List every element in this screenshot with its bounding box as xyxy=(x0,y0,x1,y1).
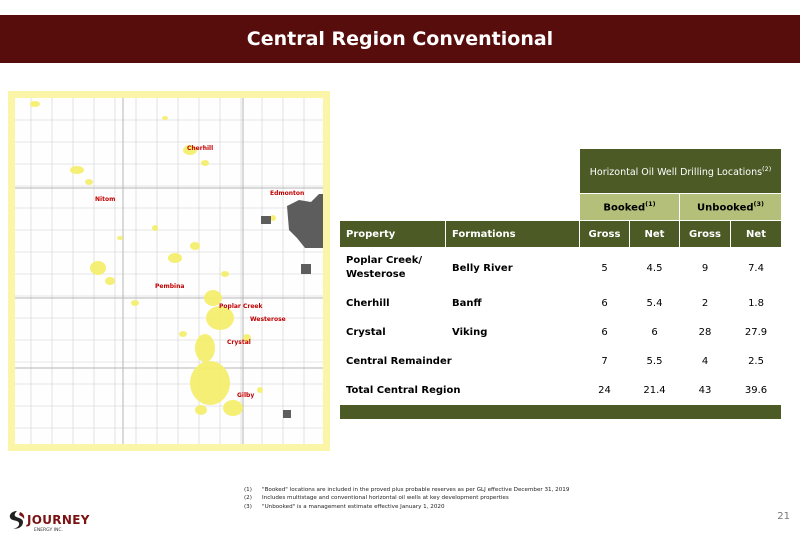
table-row xyxy=(340,289,782,318)
cell-unbooked-net: 1.8 xyxy=(731,289,782,318)
table-row xyxy=(340,248,782,289)
cell-unbooked-gross: 9 xyxy=(680,248,731,289)
urban-areas xyxy=(261,194,323,418)
slide-title-bar xyxy=(0,15,800,63)
table-group-header-row xyxy=(340,149,782,194)
logo-subtitle: ENERGY INC. xyxy=(34,528,63,533)
cell-booked-gross: 7 xyxy=(580,347,630,376)
cell-booked-net: 4.5 xyxy=(630,248,680,289)
cell-unbooked-gross: 43 xyxy=(680,376,731,405)
cell-booked-net: 21.4 xyxy=(630,376,680,405)
table-footer-band xyxy=(340,405,782,420)
table-booked-row xyxy=(340,194,782,221)
cell-unbooked-net: 39.6 xyxy=(731,376,782,405)
cell-unbooked-net: 2.5 xyxy=(731,347,782,376)
map-frame xyxy=(8,91,330,451)
major-grid xyxy=(15,98,323,444)
col-header-booked-gross: Gross xyxy=(580,221,630,248)
footnote: (2) Includes multistage and conventional horizontal oil wells at key development properties xyxy=(244,495,509,502)
unbooked-header: Unbooked$^{(3)}$ xyxy=(680,194,782,221)
town-label-cherhill: Cherhill xyxy=(187,145,214,152)
cell-unbooked-net: 27.9 xyxy=(731,318,782,347)
cell-property: Crystal xyxy=(340,318,446,347)
company-logo xyxy=(7,510,90,533)
town-label-crystal: Crystal xyxy=(227,339,251,346)
town-label-poplar-creek: Poplar Creek xyxy=(219,303,263,310)
cell-formation: Belly River xyxy=(446,248,580,289)
town-label-nitom: Nitom xyxy=(95,196,116,203)
logo-wordmark: JOURNEY xyxy=(27,513,90,527)
cell-unbooked-gross: 4 xyxy=(680,347,731,376)
page-number: 21 xyxy=(777,511,790,522)
footnotes xyxy=(244,486,569,511)
group-header-footnote: (2) xyxy=(762,164,772,173)
table-row xyxy=(340,347,782,376)
table-total-row xyxy=(340,376,782,405)
col-header-formations: Formations xyxy=(446,221,580,248)
township-grid xyxy=(15,98,323,444)
cell-formation: Banff xyxy=(446,289,580,318)
town-label-pembina: Pembina xyxy=(155,283,185,290)
cell-unbooked-gross: 28 xyxy=(680,318,731,347)
cell-booked-gross: 24 xyxy=(580,376,630,405)
cell-formation: Viking xyxy=(446,318,580,347)
slide-title: Central Region Conventional xyxy=(246,28,554,50)
col-header-property: Property xyxy=(340,221,446,248)
cell-booked-net: 5.4 xyxy=(630,289,680,318)
drilling-locations-table xyxy=(339,148,782,420)
cell-booked-gross: 6 xyxy=(580,318,630,347)
well-clusters xyxy=(30,101,276,416)
cell-property: Central Remainder xyxy=(340,347,580,376)
group-header-cell xyxy=(580,149,782,194)
map-graphic xyxy=(15,98,323,444)
table-row xyxy=(340,318,782,347)
table-column-header-row xyxy=(340,221,782,248)
cell-property: Cherhill xyxy=(340,289,446,318)
col-header-unbooked-gross: Gross xyxy=(680,221,731,248)
cell-booked-net: 5.5 xyxy=(630,347,680,376)
cell-unbooked-gross: 2 xyxy=(680,289,731,318)
group-header-text: Horizontal Oil Well Drilling Locations xyxy=(589,167,763,179)
town-label-westerose: Westerose xyxy=(250,316,286,323)
cell-unbooked-net: 7.4 xyxy=(731,248,782,289)
booked-header: Booked$^{(1)}$ xyxy=(580,194,680,221)
map xyxy=(15,98,323,444)
footnote: (3) "Unbooked" is a management estimate effective January 1, 2020 xyxy=(244,503,445,510)
cell-booked-gross: 6 xyxy=(580,289,630,318)
col-header-booked-net: Net xyxy=(630,221,680,248)
cell-property: Total Central Region xyxy=(340,376,580,405)
cell-property: Poplar Creek/ Westerose xyxy=(340,248,446,289)
cell-booked-net: 6 xyxy=(630,318,680,347)
footnote: (1) "Booked" locations are included in the proved plus probable reserves as per GLJ effective December 31, 2019 xyxy=(244,487,570,493)
logo-mark-icon xyxy=(7,510,27,530)
town-label-edmonton: Edmonton xyxy=(270,190,305,197)
col-header-unbooked-net: Net xyxy=(731,221,782,248)
cell-booked-gross: 5 xyxy=(580,248,630,289)
town-label-gilby: Gilby xyxy=(237,392,255,399)
